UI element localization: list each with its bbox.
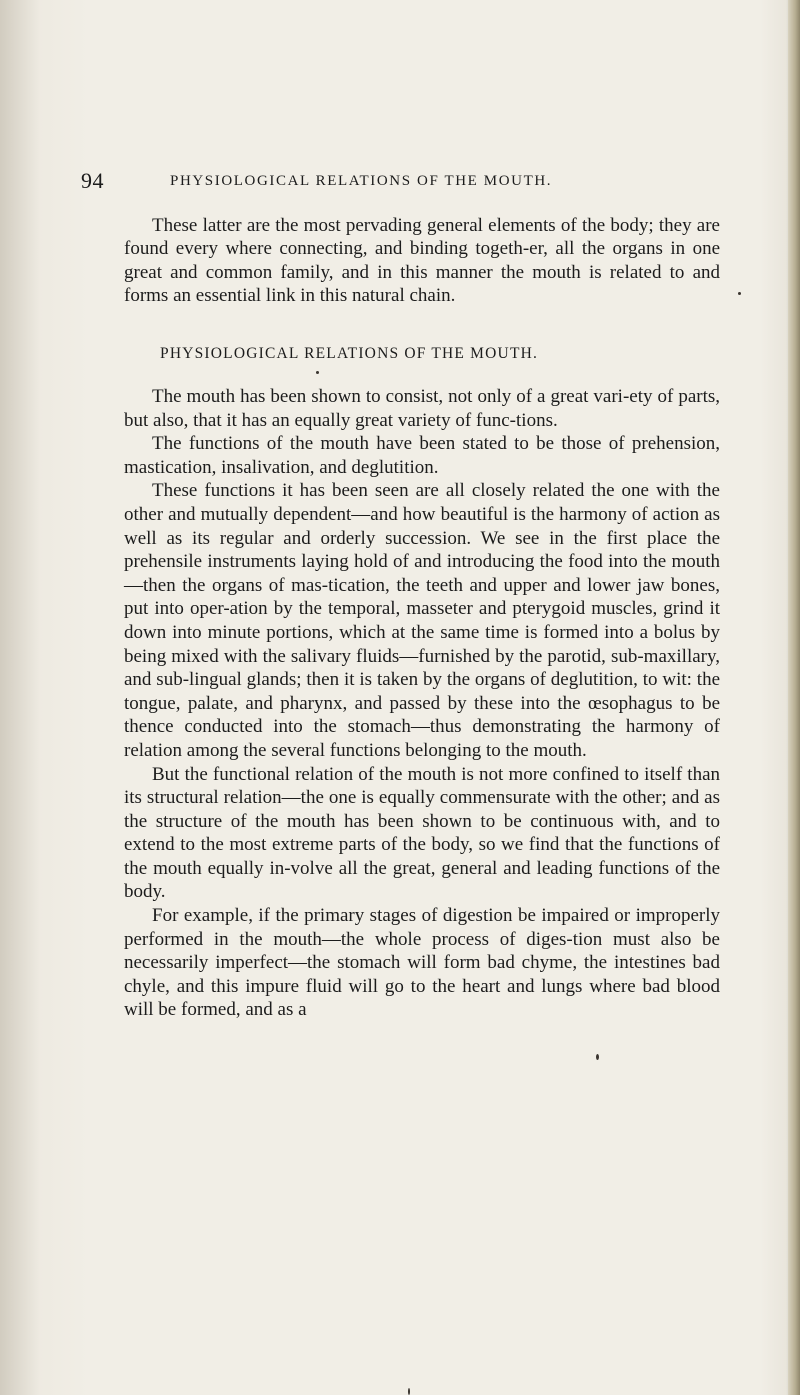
ink-speck [596,1054,599,1060]
section-paragraph-2: The functions of the mouth have been stated to be those of prehension, mastication, insalivation, and deglutition. [124,433,720,478]
opening-text-block [124,214,720,308]
ink-speck [316,371,319,374]
section-heading: PHYSIOLOGICAL RELATIONS OF THE MOUTH. [160,345,539,362]
running-head [81,168,721,198]
opening-paragraph: These latter are the most pervading general elements of the body; they are found every where connecting, and binding togeth-er, all the organs in one great and common family, and in this manner the mouth is related to and forms an essential link in this natural chain. [124,215,720,307]
page-number: 94 [81,168,104,193]
section-text-block [124,385,720,1022]
section-paragraph-3: These functions it has been seen are all closely related the one with the other and mutually dependent—and how beautiful is the harmony of action as well as its regular and orderly succession. We see in the first place the prehensile instruments laying hold of and introducing the food into the mouth—then the organs of mas-tication, the teeth and upper and lower jaw bones, put into oper-ation by the temporal, masseter and pterygoid muscles, grind it down into minute portions, which at the same time is formed into a bolus by being mixed with the salivary fluids—furnished by the parotid, sub-maxillary, and sub-lingual glands; then it is taken by the organs of deglutition, to wit: the tongue, palate, and pharynx, and passed by these into the œsophagus to be thence conducted into the stomach—thus demonstrating the harmony of relation among the several functions belonging to the mouth. [124,480,720,761]
ink-speck [738,292,741,295]
section-paragraph-4: But the functional relation of the mouth is not more confined to itself than its structural relation—the one is equally commensurate with the other; and as the structure of the mouth has been shown to be continuous with, and to extend to the most extreme parts of the body, so we find that the functions of the mouth equally in-volve all the great, general and leading functions of the body. [124,763,720,903]
section-paragraph-5: For example, if the primary stages of digestion be impaired or improperly performed in the mouth—the whole process of diges-tion must also be necessarily imperfect—the stomach will form bad chyme, the intestines bad chyle, and this impure fluid will go to the heart and lungs where bad blood will be formed, and as a [124,905,720,1021]
ink-speck [408,1388,410,1395]
section-paragraph-1: The mouth has been shown to consist, not only of a great vari-ety of parts, but also, that it has an equally great variety of func-tions. [124,386,720,431]
page-edge-shadow [788,0,800,1395]
running-head-title: PHYSIOLOGICAL RELATIONS OF THE MOUTH. [170,173,553,189]
